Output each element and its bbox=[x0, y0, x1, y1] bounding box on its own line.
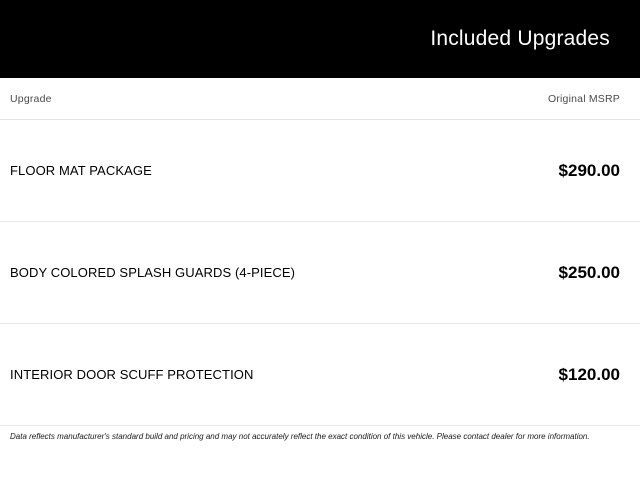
column-header-msrp: Original MSRP bbox=[547, 92, 620, 105]
disclaimer-text: Data reflects manufacturer's standard build and pricing and may not accurately reflect the exact condition of this vehicle. Please contact dealer for more information. bbox=[10, 432, 590, 441]
table-row bbox=[0, 120, 640, 222]
footer-disclaimer bbox=[0, 426, 640, 480]
table-header-row bbox=[0, 78, 640, 120]
upgrade-name: INTERIOR DOOR SCUFF PROTECTION bbox=[10, 367, 254, 382]
upgrade-price: $120.00 bbox=[558, 364, 620, 384]
page-title: Included Upgrades bbox=[430, 27, 610, 50]
upgrades-list bbox=[0, 120, 640, 426]
upgrade-price: $250.00 bbox=[558, 262, 620, 282]
upgrade-name: FLOOR MAT PACKAGE bbox=[10, 163, 152, 178]
column-header-upgrade: Upgrade bbox=[10, 92, 52, 105]
upgrade-price: $290.00 bbox=[558, 160, 620, 180]
upgrade-name: BODY COLORED SPLASH GUARDS (4-PIECE) bbox=[10, 265, 296, 280]
page-header bbox=[0, 0, 640, 78]
table-row bbox=[0, 324, 640, 426]
table-row bbox=[0, 222, 640, 324]
